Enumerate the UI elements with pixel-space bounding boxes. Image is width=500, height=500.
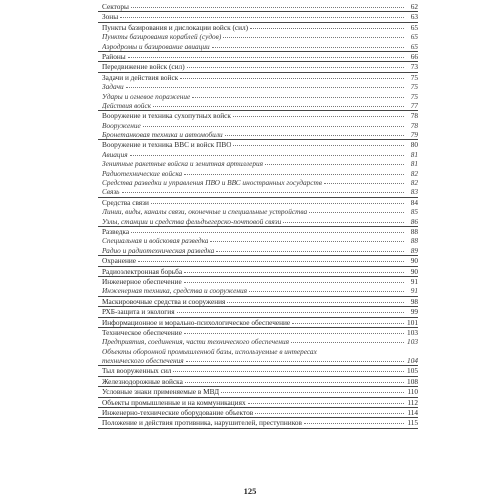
toc-subentry[interactable] [98,337,418,346]
toc-entry-title: Районы [102,51,126,61]
toc-subentry[interactable] [98,159,418,168]
toc-section [98,277,418,297]
toc-entry-title: Охранение [102,256,136,266]
toc-entry-title: Задачи [102,82,124,92]
toc-entry-title: Передвижение войск (сил) [102,62,185,72]
toc-page-number: 75 [410,82,418,92]
toc-entry-title: Инженерная техника, средства и сооружения [102,286,248,296]
toc-entry-title: технического обеспечения [102,356,184,366]
toc-page-number: 78 [410,120,418,130]
toc-subentry[interactable] [98,101,418,110]
toc-entry-title: Инженерное обеспечение [102,276,182,286]
toc-page-number: 103 [407,337,418,347]
toc-entry-title: Объекты оборонной промышленной базы, используемые в интересах [102,346,317,356]
dot-leader [225,135,404,136]
dot-leader [291,342,404,343]
toc-subentry[interactable] [98,187,418,196]
dot-leader [187,67,404,68]
toc-subentry[interactable] [98,150,418,159]
page-number: 125 [243,486,257,496]
toc-entry-title: Удары и огневое поражение [102,91,191,101]
toc-page-number: 65 [410,32,418,42]
toc-entry[interactable] [98,318,418,327]
toc-section [98,267,418,277]
toc-entry-title: Действия войск [102,100,152,110]
dot-leader [184,333,404,334]
toc-section [98,198,418,227]
toc-subentry[interactable] [98,286,418,295]
toc-subentry[interactable] [98,356,418,365]
toc-subentry[interactable] [98,121,418,130]
toc-entry-title: РХБ-защита и экология [102,307,175,317]
toc-page-number: 112 [407,397,418,407]
dot-leader [233,116,404,117]
toc-entry[interactable] [98,256,418,265]
toc-subentry[interactable] [98,92,418,101]
toc-page-number: 81 [410,149,418,159]
dot-leader [304,423,404,424]
toc-entry-title: Зоны [102,12,119,22]
toc-entry-title: Вооружение и техника ВВС и войск ПВО [102,140,232,150]
toc-page-number: 105 [407,366,418,376]
toc-page-number: 73 [410,62,418,72]
dot-leader [128,57,404,58]
dot-leader [227,302,404,303]
dot-leader [255,413,404,414]
toc-page-number: 91 [410,276,418,286]
dot-leader [120,17,404,18]
toc-entry-title: Связь [102,187,120,197]
dot-leader [233,145,404,146]
toc-entry[interactable] [98,2,418,11]
toc-page-number: 62 [410,2,418,11]
toc-entry-title: Задачи и действия войск [102,72,179,82]
toc-page-number: 90 [410,266,418,276]
toc-section [98,418,418,428]
dot-leader [185,382,404,383]
toc-entry-title: Условные знаки применяемые в МВД [102,387,220,397]
toc-subentry[interactable] [98,82,418,91]
toc-section [98,398,418,408]
toc-page-number: 91 [410,286,418,296]
toc-page-number: 75 [410,91,418,101]
toc-entry[interactable] [98,277,418,286]
toc-page-number: 77 [410,100,418,110]
dot-leader [173,371,404,372]
dot-leader [192,97,404,98]
dot-leader [131,7,404,8]
toc-entry-title: Средства связи [102,197,149,207]
toc-section [98,366,418,376]
toc-entry-title: Тыл вооруженных сил [102,366,172,376]
dot-leader [177,312,404,313]
toc-page-number: 110 [407,387,418,397]
toc-subentry[interactable] [98,130,418,139]
toc-entry[interactable] [98,23,418,32]
toc-page-number: 66 [410,51,418,61]
dot-leader [122,192,405,193]
toc-entry-title: Радио и радиотехническая разведка [102,245,215,255]
dot-leader [184,272,404,273]
toc-entry[interactable] [98,418,418,427]
toc-subentry[interactable] [98,178,418,187]
toc-entry-title: Бронетанковая техника и автомобили [102,130,223,140]
toc-page-number: 99 [410,307,418,317]
toc-entry-title: Вооружение [102,120,141,130]
dot-leader [138,261,404,262]
toc-entry-title: Зенитные ракетные войска и зенитная артиллерия [102,159,264,169]
toc-entry-title: Пункты базирования кораблей (судов) [102,32,222,42]
toc-page-number: 88 [410,236,418,246]
toc-entry-title: Техническое обеспечение [102,327,182,337]
toc-section [98,408,418,418]
toc-entry[interactable] [98,297,418,306]
toc-page-number: 103 [407,327,418,337]
toc-entry-title: Радиотехнические войска [102,168,183,178]
toc-subentry[interactable] [98,236,418,245]
dot-leader [248,403,404,404]
toc-page-number: 89 [410,245,418,255]
toc-section [98,328,418,367]
dot-leader [151,203,404,204]
toc-page-number: 108 [407,376,418,386]
dot-leader [130,155,404,156]
toc-section [98,387,418,397]
dot-leader [265,164,404,165]
toc-entry[interactable] [98,111,418,120]
toc-entry[interactable] [98,12,418,21]
toc-page-number: 75 [410,72,418,82]
toc-subentry[interactable] [98,169,418,178]
table-of-contents [98,2,418,482]
dot-leader [221,392,404,393]
toc-entry-title: Вооружение и техника сухопутных войск [102,111,231,121]
toc-entry-title: Маскировочные средства и сооружения [102,296,226,306]
toc-entry[interactable] [98,387,418,396]
toc-section [98,318,418,328]
toc-entry-title: Средства разведки и управления ПВО и ВВС иностранных государств [102,178,322,188]
dot-leader [324,183,404,184]
toc-entry[interactable] [98,377,418,386]
toc-section [98,227,418,256]
dot-leader [309,212,404,213]
toc-page-number: 104 [407,356,418,366]
toc-page-number: 86 [410,216,418,226]
toc-entry[interactable] [98,398,418,407]
dot-leader [223,37,404,38]
toc-entry[interactable] [98,73,418,82]
toc-page-number: 88 [410,226,418,236]
toc-page-number: 84 [410,197,418,207]
toc-entry-title: Аэродромы и базирование авиации [102,41,210,51]
toc-page-number: 114 [407,408,418,418]
toc-entry[interactable] [98,227,418,236]
dot-leader [292,323,404,324]
dot-leader [126,87,404,88]
dot-leader [153,106,404,107]
toc-subentry[interactable] [98,246,418,255]
toc-entry[interactable] [98,140,418,149]
toc-entry-title: Линии, виды, каналы связи, оконечные и специальные устройства [102,207,308,217]
toc-entry-title: Железнодорожные войска [102,376,183,386]
toc-entry[interactable] [98,198,418,207]
toc-entry-title: Инженерно-технические оборудование объектов [102,408,254,418]
dot-leader [216,251,404,252]
toc-section [98,52,418,62]
toc-section [98,140,418,197]
toc-section [98,73,418,112]
toc-subentry[interactable] [98,207,418,216]
toc-page-number: 78 [410,111,418,121]
dot-leader [210,241,404,242]
toc-entry-title: Разведка [102,226,130,236]
toc-section [98,2,418,12]
toc-entry[interactable] [98,328,418,337]
toc-entry-title: Информационное и морально-психологическое обеспечение [102,317,291,327]
toc-entry-title: Предприятия, соединения, части технического обеспечения [102,337,289,347]
toc-page-number: 79 [410,130,418,140]
dot-leader [186,361,404,362]
toc-entry-title: Узлы, станции и средства фельдъегерско-почтовой связи [102,216,282,226]
toc-entry-title: Секторы [102,2,129,11]
toc-section [98,111,418,140]
toc-section [98,23,418,52]
toc-entry-title: Специальная и войсковая разведка [102,236,209,246]
toc-entry[interactable] [98,62,418,71]
toc-section [98,256,418,266]
toc-page-number: 65 [410,22,418,32]
toc-section [98,307,418,317]
toc-section [98,62,418,72]
dot-leader [212,47,404,48]
toc-entry[interactable] [98,408,418,417]
toc-entry[interactable] [98,267,418,276]
dot-leader [180,78,404,79]
dot-leader [184,282,404,283]
dot-leader [250,28,404,29]
toc-entry-title: Радиоэлектронная борьба [102,266,183,276]
toc-page-number: 83 [410,187,418,197]
toc-entry-title: Пункты базирования и дислокации войск (сил) [102,22,249,32]
toc-section [98,12,418,22]
toc-page-number: 65 [410,41,418,51]
toc-entry-title: Авиация [102,149,128,159]
toc-subentry[interactable] [98,42,418,51]
dot-leader [283,222,404,223]
toc-entry-title: Положение и действия противника, нарушителей, преступников [102,418,302,428]
toc-subentry[interactable] [98,32,418,41]
toc-section [98,297,418,307]
dot-leader [184,174,404,175]
toc-page-number: 85 [410,207,418,217]
toc-page-number: 90 [410,256,418,266]
toc-entry[interactable] [98,52,418,61]
toc-page-number: 63 [410,12,418,22]
toc-page-number: 80 [410,140,418,150]
toc-page-number: 81 [410,159,418,169]
toc-subentry[interactable] [98,347,418,356]
toc-entry-title: Объекты промышленные и на коммуникациях [102,397,246,407]
toc-page-number: 82 [410,178,418,188]
toc-subentry[interactable] [98,217,418,226]
toc-entry[interactable] [98,307,418,316]
dot-leader [249,291,404,292]
toc-page-number: 101 [407,317,418,327]
toc-page-number: 98 [410,296,418,306]
toc-entry[interactable] [98,366,418,375]
dot-leader [131,232,404,233]
toc-page-number: 115 [407,418,418,428]
toc-page-number: 82 [410,168,418,178]
toc-section [98,377,418,387]
dot-leader [143,126,404,127]
